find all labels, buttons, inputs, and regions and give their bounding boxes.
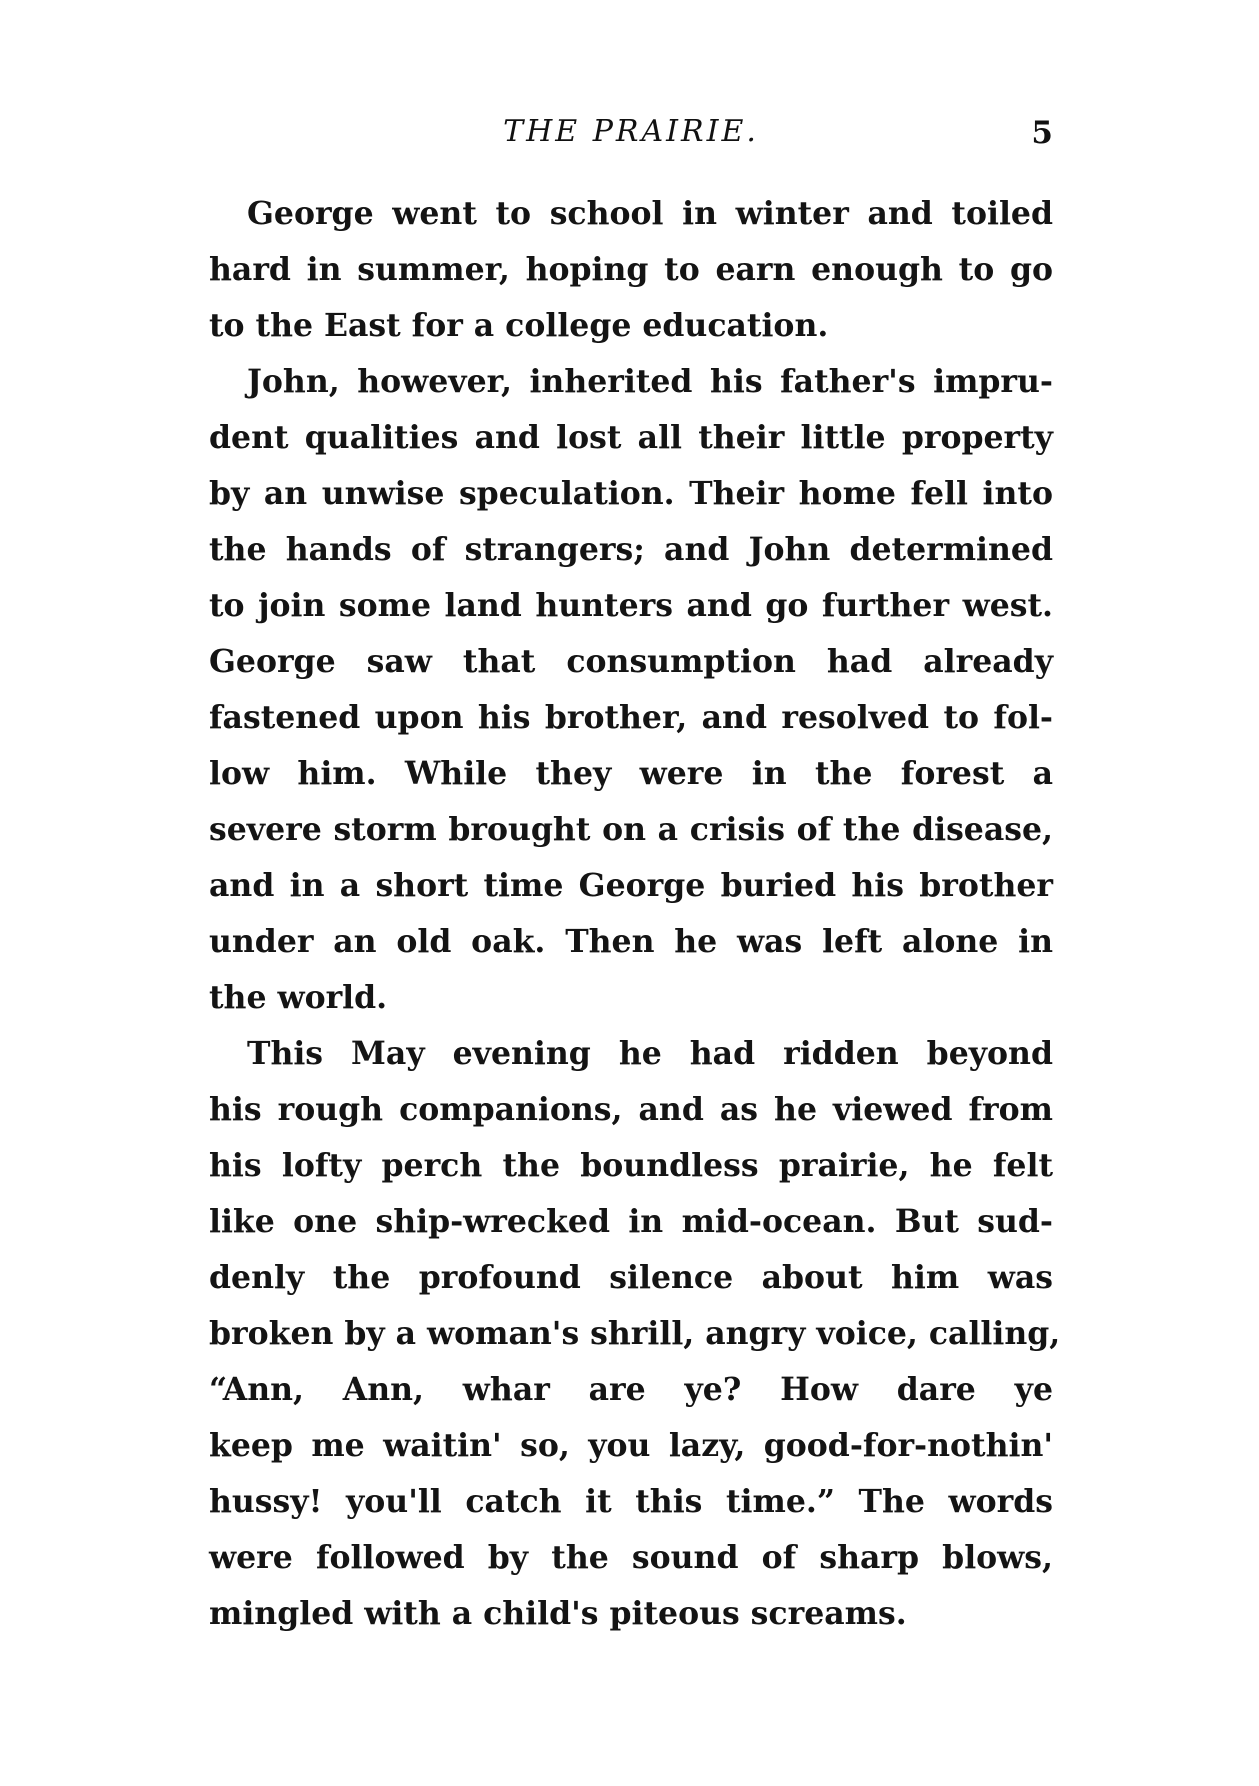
text-line: mingled with a child's piteous screams. (209, 1595, 907, 1632)
running-head (209, 112, 1053, 162)
running-title: THE PRAIRIE. (503, 114, 759, 149)
text-line: severe storm brought on a crisis of the disease, (209, 811, 1053, 848)
text-line: the hands of strangers; and John determined (209, 531, 1053, 568)
text-line: George saw that consumption had already (209, 643, 1053, 680)
text-line: to join some land hunters and go further west. (209, 587, 1053, 624)
body-text (209, 186, 1061, 1642)
text-line: the world. (209, 979, 388, 1016)
text-line: low him. While they were in the forest a (209, 755, 1053, 792)
text-line: This May evening he had ridden beyond (247, 1035, 1053, 1072)
text-line: hussy! you'll catch it this time.” The words (209, 1483, 1053, 1520)
text-line: by an unwise speculation. Their home fell into (209, 475, 1053, 512)
text-line: to the East for a college education. (209, 307, 829, 344)
text-line: dent qualities and lost all their little property (209, 419, 1053, 456)
text-line: fastened upon his brother, and resolved to fol- (209, 699, 1053, 736)
text-line: hard in summer, hoping to earn enough to go (209, 251, 1053, 288)
text-line: were followed by the sound of sharp blows, (209, 1539, 1053, 1576)
text-line: denly the profound silence about him was (209, 1259, 1053, 1296)
paragraph (209, 186, 1053, 354)
text-line: and in a short time George buried his brother (209, 867, 1053, 904)
paragraph (209, 1026, 1061, 1642)
paragraph (209, 354, 1053, 1026)
text-line: broken by a woman's shrill, angry voice, calling, (209, 1315, 1061, 1352)
page-number: 5 (1031, 115, 1053, 151)
text-line: his rough companions, and as he viewed from (209, 1091, 1053, 1128)
text-line: John, however, inherited his father's impru- (247, 363, 1053, 400)
text-line: George went to school in winter and toiled (247, 195, 1053, 232)
text-line: his lofty perch the boundless prairie, he felt (209, 1147, 1053, 1184)
text-line: “Ann, Ann, whar are ye? How dare ye (209, 1371, 1053, 1408)
text-line: under an old oak. Then he was left alone in (209, 923, 1053, 960)
text-line: keep me waitin' so, you lazy, good-for-nothin' (209, 1427, 1053, 1464)
text-line: like one ship-wrecked in mid-ocean. But sud- (209, 1203, 1053, 1240)
